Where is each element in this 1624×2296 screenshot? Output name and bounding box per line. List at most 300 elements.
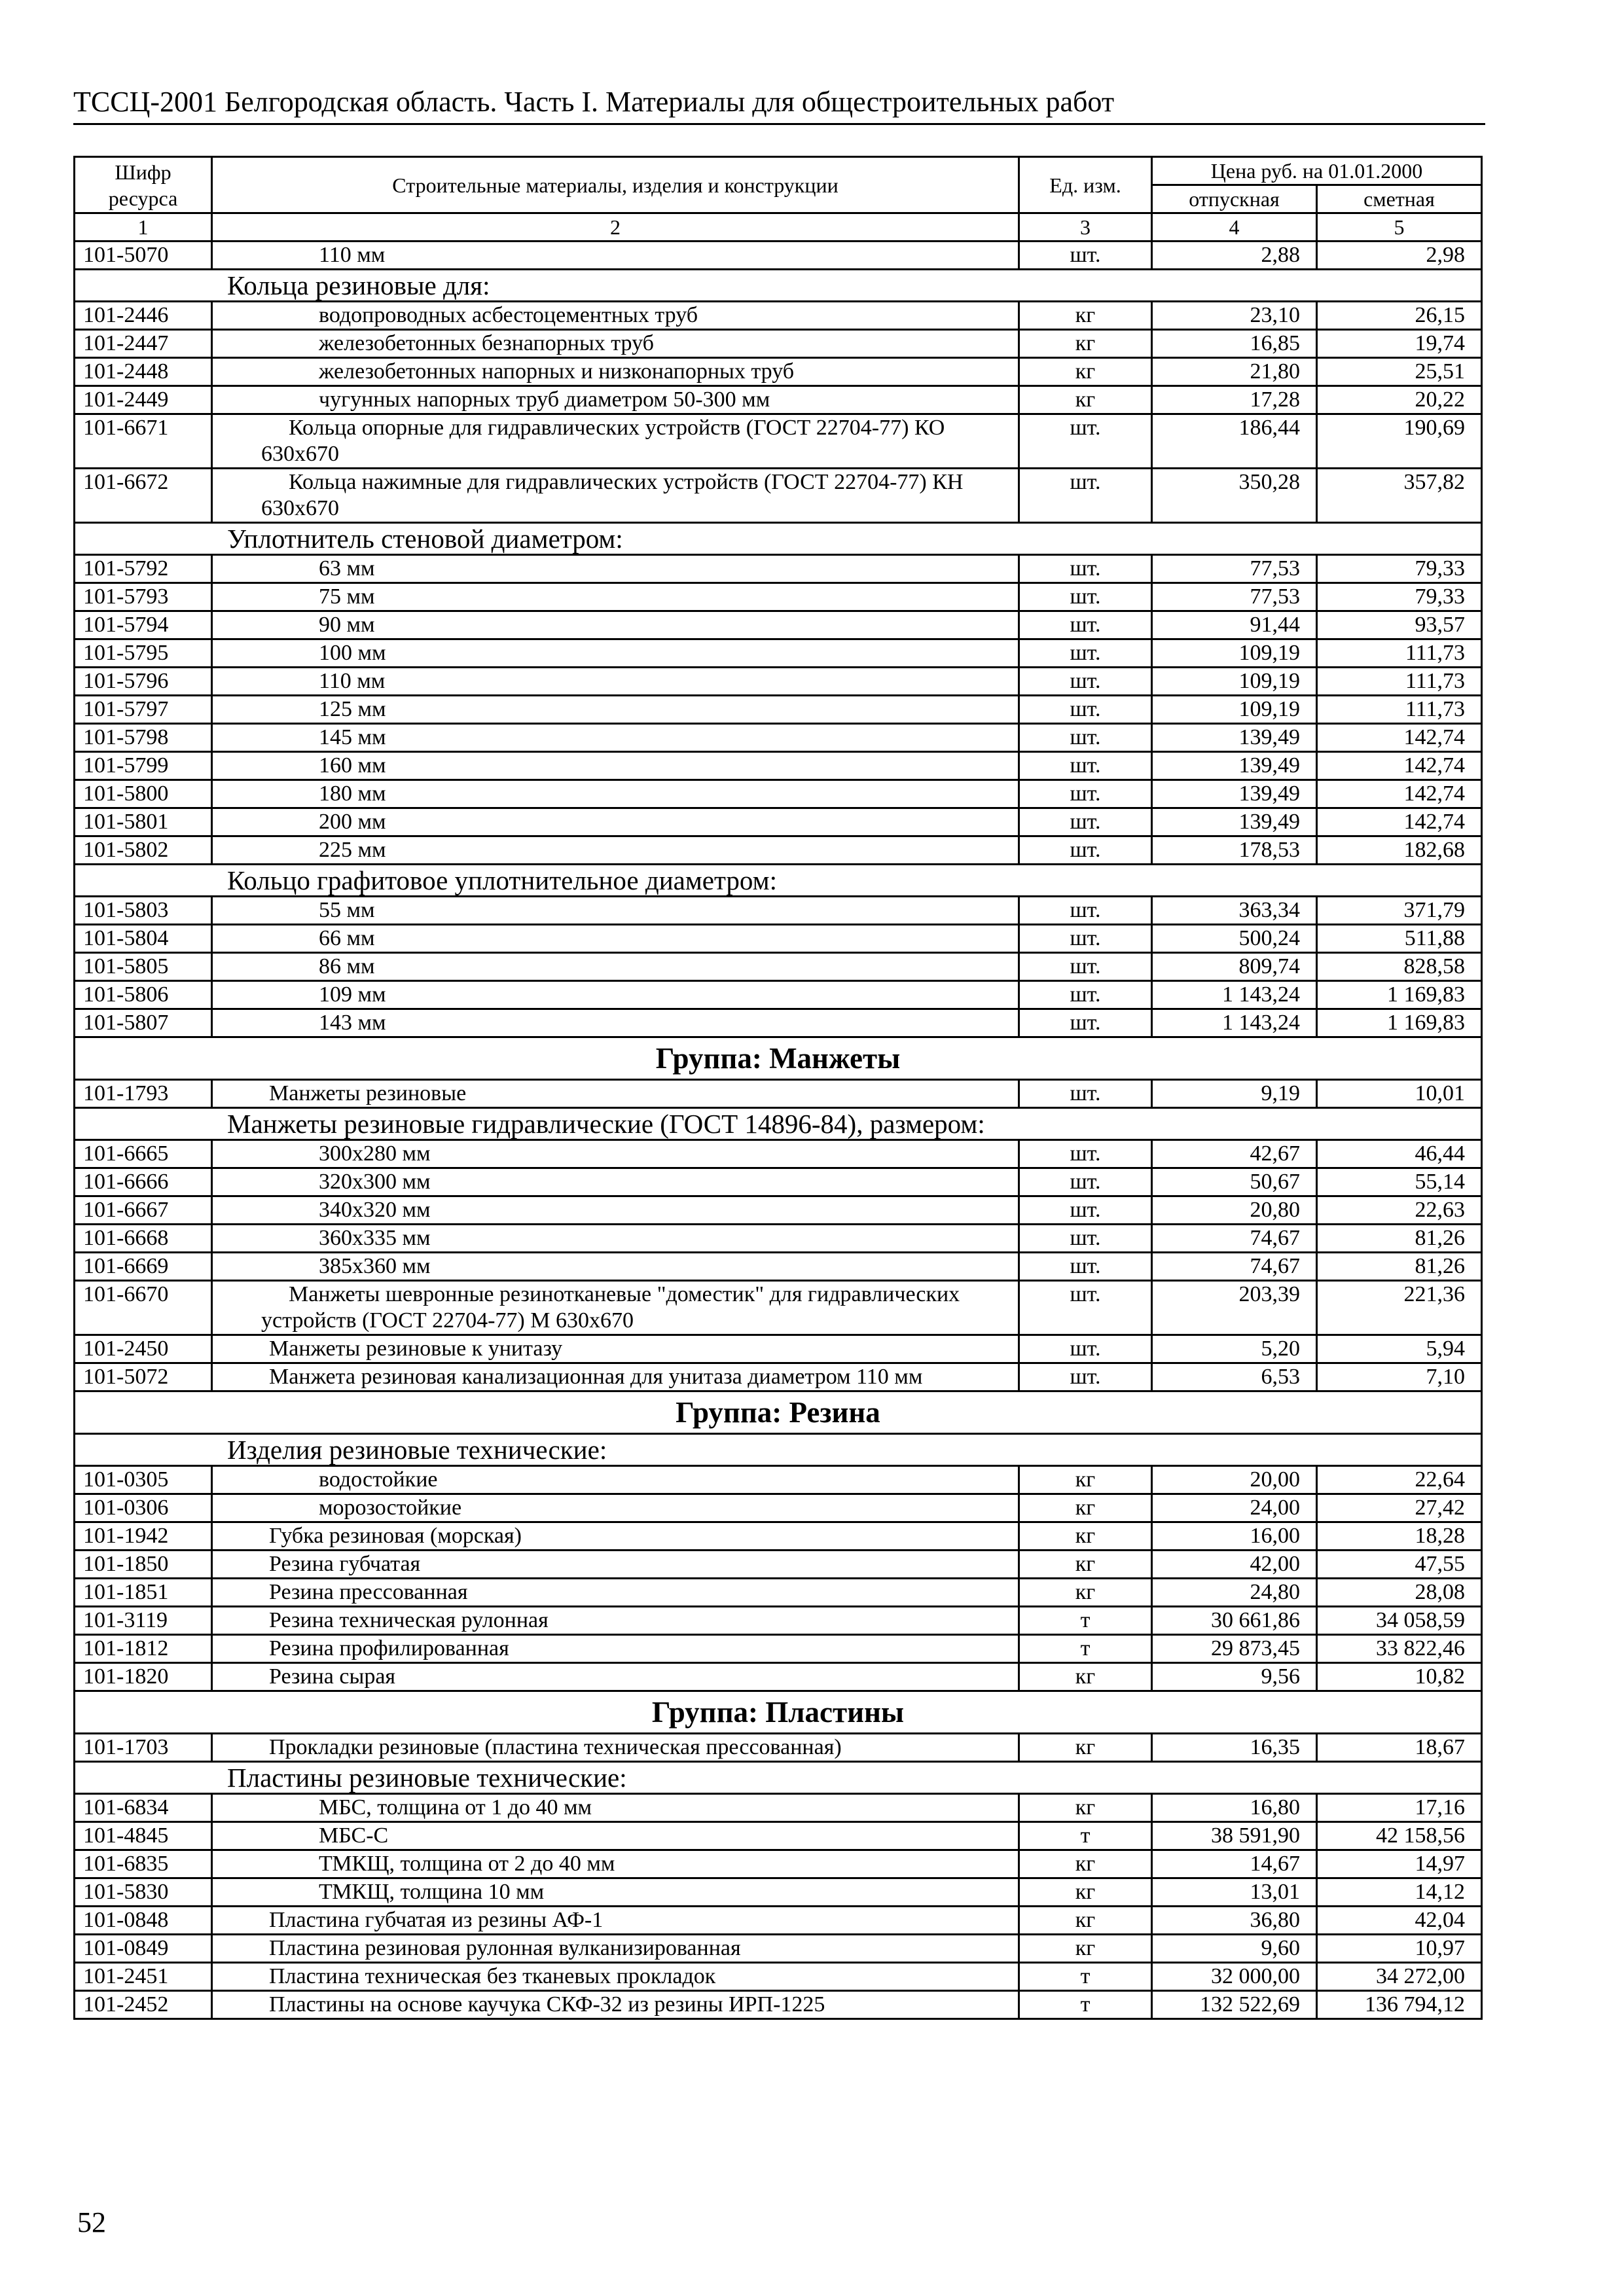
material-name-cell: ТМКЩ, толщина 10 мм [212, 1878, 1019, 1907]
group-title: Группа: Пластины [75, 1691, 1482, 1734]
table-row [75, 414, 1482, 469]
table-row [75, 780, 1482, 808]
table-row [75, 330, 1482, 358]
estimate-price-cell: 18,67 [1317, 1734, 1482, 1762]
unit-cell: шт. [1019, 724, 1152, 752]
release-price-cell: 139,49 [1152, 780, 1317, 808]
subsection-title: Кольцо графитовое уплотнительное диаметром: [75, 865, 1482, 897]
release-price-cell: 16,35 [1152, 1734, 1317, 1762]
unit-cell: шт. [1019, 925, 1152, 953]
unit-cell: шт. [1019, 780, 1152, 808]
table-row [75, 242, 1482, 270]
material-name-cell: 86 мм [212, 953, 1019, 981]
material-name-cell: Кольца нажимные для гидравлических устройств (ГОСТ 22704-77) КН 630x670 [212, 469, 1019, 523]
release-price-cell: 139,49 [1152, 752, 1317, 780]
unit-cell: шт. [1019, 1225, 1152, 1253]
release-price-cell: 20,80 [1152, 1196, 1317, 1225]
subsection-title: Изделия резиновые технические: [75, 1434, 1482, 1466]
unit-cell: кг [1019, 386, 1152, 414]
release-price-cell: 24,00 [1152, 1494, 1317, 1522]
material-name-cell: Резина прессованная [212, 1579, 1019, 1607]
release-price-cell: 36,80 [1152, 1907, 1317, 1935]
unit-cell: шт. [1019, 1140, 1152, 1168]
group-row [75, 1037, 1482, 1080]
group-row [75, 1691, 1482, 1734]
material-name-cell: 340x320 мм [212, 1196, 1019, 1225]
material-name-cell: Манжеты резиновые к унитазу [212, 1335, 1019, 1363]
release-price-cell: 1 143,24 [1152, 981, 1317, 1009]
material-name-cell: 63 мм [212, 555, 1019, 583]
unit-cell: т [1019, 1963, 1152, 1991]
estimate-price-cell: 5,94 [1317, 1335, 1482, 1363]
estimate-price-cell: 221,36 [1317, 1281, 1482, 1335]
resource-code-cell: 101-6668 [75, 1225, 212, 1253]
table-row [75, 925, 1482, 953]
unit-cell: кг [1019, 358, 1152, 386]
unit-cell: шт. [1019, 668, 1152, 696]
release-price-cell: 13,01 [1152, 1878, 1317, 1907]
unit-cell: шт. [1019, 611, 1152, 639]
resource-code-cell: 101-5800 [75, 780, 212, 808]
table-body [75, 242, 1482, 2019]
release-price-cell: 23,10 [1152, 302, 1317, 330]
resource-code-cell: 101-2446 [75, 302, 212, 330]
release-price-cell: 6,53 [1152, 1363, 1317, 1391]
unit-cell: т [1019, 1635, 1152, 1663]
resource-code-cell: 101-5804 [75, 925, 212, 953]
material-name-cell: Пластина техническая без тканевых прокладок [212, 1963, 1019, 1991]
table-row [75, 696, 1482, 724]
estimate-price-cell: 1 169,83 [1317, 981, 1482, 1009]
estimate-price-cell: 14,97 [1317, 1850, 1482, 1878]
release-price-cell: 1 143,24 [1152, 1009, 1317, 1037]
material-name-cell: 100 мм [212, 639, 1019, 668]
table-row [75, 953, 1482, 981]
resource-code-cell: 101-1851 [75, 1579, 212, 1607]
subsection-row [75, 523, 1482, 555]
table-row [75, 358, 1482, 386]
resource-code-cell: 101-6669 [75, 1253, 212, 1281]
release-price-cell: 24,80 [1152, 1579, 1317, 1607]
unit-cell: шт. [1019, 639, 1152, 668]
resource-code-cell: 101-1703 [75, 1734, 212, 1762]
estimate-price-cell: 47,55 [1317, 1551, 1482, 1579]
resource-code-cell: 101-4845 [75, 1822, 212, 1850]
release-price-cell: 42,67 [1152, 1140, 1317, 1168]
estimate-price-cell: 79,33 [1317, 583, 1482, 611]
release-price-cell: 350,28 [1152, 469, 1317, 523]
material-name-cell: 109 мм [212, 981, 1019, 1009]
unit-cell: шт. [1019, 752, 1152, 780]
table-row [75, 1663, 1482, 1691]
resource-code-cell: 101-6667 [75, 1196, 212, 1225]
release-price-cell: 109,19 [1152, 639, 1317, 668]
estimate-price-cell: 136 794,12 [1317, 1991, 1482, 2019]
resource-code-cell: 101-5070 [75, 242, 212, 270]
resource-code-cell: 101-6672 [75, 469, 212, 523]
unit-cell: шт. [1019, 953, 1152, 981]
estimate-price-cell: 14,12 [1317, 1878, 1482, 1907]
material-name-cell: Резина губчатая [212, 1551, 1019, 1579]
material-name-cell: 360x335 мм [212, 1225, 1019, 1253]
unit-cell: шт. [1019, 414, 1152, 469]
release-price-cell: 16,80 [1152, 1794, 1317, 1822]
resource-code-cell: 101-2452 [75, 1991, 212, 2019]
resource-code-cell: 101-5830 [75, 1878, 212, 1907]
unit-cell: шт. [1019, 1009, 1152, 1037]
unit-cell: т [1019, 1607, 1152, 1635]
release-price-cell: 9,60 [1152, 1935, 1317, 1963]
subsection-title: Пластины резиновые технические: [75, 1762, 1482, 1794]
release-price-cell: 2,88 [1152, 242, 1317, 270]
release-price-cell: 9,56 [1152, 1663, 1317, 1691]
material-name-cell: 320x300 мм [212, 1168, 1019, 1196]
estimate-price-cell: 22,63 [1317, 1196, 1482, 1225]
estimate-price-cell: 26,15 [1317, 302, 1482, 330]
page-header: ТССЦ-2001 Белгородская область. Часть I. Материалы для общестроительных работ [73, 84, 1485, 125]
release-price-cell: 74,67 [1152, 1225, 1317, 1253]
resource-code-cell: 101-5807 [75, 1009, 212, 1037]
resource-code-cell: 101-5802 [75, 836, 212, 865]
resource-code-cell: 101-5795 [75, 639, 212, 668]
material-name-cell: водостойкие [212, 1466, 1019, 1494]
unit-cell: кг [1019, 1466, 1152, 1494]
table-row [75, 1080, 1482, 1108]
material-name-cell: Манжеты шевронные резинотканевые "доместик" для гидравлических устройств (ГОСТ 22704-77) М 630x670 [212, 1281, 1019, 1335]
estimate-price-cell: 46,44 [1317, 1140, 1482, 1168]
estimate-price-cell: 142,74 [1317, 724, 1482, 752]
estimate-price-cell: 79,33 [1317, 555, 1482, 583]
unit-cell: кг [1019, 1794, 1152, 1822]
release-price-cell: 139,49 [1152, 808, 1317, 836]
subsection-row [75, 1108, 1482, 1140]
estimate-price-cell: 55,14 [1317, 1168, 1482, 1196]
material-name-cell: Манжеты резиновые [212, 1080, 1019, 1108]
unit-cell: кг [1019, 302, 1152, 330]
unit-cell: шт. [1019, 1196, 1152, 1225]
resource-code-cell: 101-2451 [75, 1963, 212, 1991]
unit-cell: шт. [1019, 1080, 1152, 1108]
estimate-price-cell: 28,08 [1317, 1579, 1482, 1607]
page-number: 52 [77, 2206, 106, 2238]
material-name-cell: 110 мм [212, 668, 1019, 696]
table-row [75, 583, 1482, 611]
release-price-cell: 9,19 [1152, 1080, 1317, 1108]
material-name-cell: Губка резиновая (морская) [212, 1522, 1019, 1551]
resource-code-cell: 101-1793 [75, 1080, 212, 1108]
estimate-price-cell: 10,82 [1317, 1663, 1482, 1691]
material-name-cell: 180 мм [212, 780, 1019, 808]
unit-cell: шт. [1019, 1253, 1152, 1281]
resource-code-cell: 101-5805 [75, 953, 212, 981]
table-row [75, 1494, 1482, 1522]
estimate-price-cell: 25,51 [1317, 358, 1482, 386]
unit-cell: т [1019, 1991, 1152, 2019]
resource-code-cell: 101-2448 [75, 358, 212, 386]
resource-code-cell: 101-5801 [75, 808, 212, 836]
resource-code-cell: 101-2447 [75, 330, 212, 358]
release-price-cell: 91,44 [1152, 611, 1317, 639]
release-price-cell: 29 873,45 [1152, 1635, 1317, 1663]
table-row [75, 1281, 1482, 1335]
table-row [75, 1991, 1482, 2019]
estimate-price-cell: 142,74 [1317, 752, 1482, 780]
table-row [75, 1009, 1482, 1037]
release-price-cell: 74,67 [1152, 1253, 1317, 1281]
resource-code-cell: 101-1820 [75, 1663, 212, 1691]
table-row [75, 1607, 1482, 1635]
unit-cell: кг [1019, 1734, 1152, 1762]
group-row [75, 1391, 1482, 1434]
unit-cell: кг [1019, 1579, 1152, 1607]
resource-code-cell: 101-0848 [75, 1907, 212, 1935]
unit-cell: кг [1019, 1878, 1152, 1907]
resource-code-cell: 101-1812 [75, 1635, 212, 1663]
table-row [75, 1551, 1482, 1579]
table-row [75, 1635, 1482, 1663]
unit-cell: кг [1019, 1907, 1152, 1935]
table-row [75, 1907, 1482, 1935]
table-row [75, 1522, 1482, 1551]
estimate-price-cell: 7,10 [1317, 1363, 1482, 1391]
table-row [75, 1253, 1482, 1281]
unit-cell: шт. [1019, 242, 1152, 270]
resource-code-cell: 101-1850 [75, 1551, 212, 1579]
unit-cell: шт. [1019, 836, 1152, 865]
unit-cell: кг [1019, 1850, 1152, 1878]
material-name-cell: 160 мм [212, 752, 1019, 780]
table-row [75, 1850, 1482, 1878]
release-price-cell: 809,74 [1152, 953, 1317, 981]
unit-cell: шт. [1019, 1363, 1152, 1391]
table-row [75, 1168, 1482, 1196]
resource-code-cell: 101-0849 [75, 1935, 212, 1963]
resource-code-cell: 101-6671 [75, 414, 212, 469]
estimate-price-cell: 1 169,83 [1317, 1009, 1482, 1037]
header-estimate-price: сметная [1317, 185, 1482, 213]
material-name-cell: МБС, толщина от 1 до 40 мм [212, 1794, 1019, 1822]
material-name-cell: Резина техническая рулонная [212, 1607, 1019, 1635]
resource-code-cell: 101-5793 [75, 583, 212, 611]
resource-code-cell: 101-5797 [75, 696, 212, 724]
unit-cell: кг [1019, 330, 1152, 358]
resource-code-cell: 101-5806 [75, 981, 212, 1009]
material-name-cell: Пластина губчатая из резины АФ-1 [212, 1907, 1019, 1935]
release-price-cell: 38 591,90 [1152, 1822, 1317, 1850]
estimate-price-cell: 190,69 [1317, 414, 1482, 469]
estimate-price-cell: 42,04 [1317, 1907, 1482, 1935]
table-row [75, 555, 1482, 583]
release-price-cell: 30 661,86 [1152, 1607, 1317, 1635]
material-name-cell: 225 мм [212, 836, 1019, 865]
table-row [75, 1196, 1482, 1225]
release-price-cell: 178,53 [1152, 836, 1317, 865]
material-name-cell: Кольца опорные для гидравлических устройств (ГОСТ 22704-77) КО 630x670 [212, 414, 1019, 469]
table-row [75, 1963, 1482, 1991]
table-row [75, 752, 1482, 780]
material-name-cell: водопроводных асбестоцементных труб [212, 302, 1019, 330]
resource-code-cell: 101-5792 [75, 555, 212, 583]
table-row [75, 808, 1482, 836]
table-row [75, 981, 1482, 1009]
release-price-cell: 77,53 [1152, 583, 1317, 611]
unit-cell: шт. [1019, 583, 1152, 611]
column-number: 3 [1019, 213, 1152, 242]
table-row [75, 1579, 1482, 1607]
table-row [75, 1466, 1482, 1494]
unit-cell: шт. [1019, 1335, 1152, 1363]
table-row [75, 724, 1482, 752]
header-unit: Ед. изм. [1019, 157, 1152, 213]
group-title: Группа: Манжеты [75, 1037, 1482, 1080]
column-number: 1 [75, 213, 212, 242]
resource-code-cell: 101-6670 [75, 1281, 212, 1335]
unit-cell: кг [1019, 1935, 1152, 1963]
subsection-row [75, 865, 1482, 897]
estimate-price-cell: 371,79 [1317, 897, 1482, 925]
price-table [73, 156, 1483, 2020]
material-name-cell: железобетонных безнапорных труб [212, 330, 1019, 358]
table-row [75, 386, 1482, 414]
table-row [75, 1140, 1482, 1168]
estimate-price-cell: 142,74 [1317, 808, 1482, 836]
material-name-cell: 75 мм [212, 583, 1019, 611]
estimate-price-cell: 111,73 [1317, 696, 1482, 724]
resource-code-cell: 101-1942 [75, 1522, 212, 1551]
resource-code-cell: 101-6834 [75, 1794, 212, 1822]
resource-code-cell: 101-5072 [75, 1363, 212, 1391]
resource-code-cell: 101-2450 [75, 1335, 212, 1363]
material-name-cell: 143 мм [212, 1009, 1019, 1037]
unit-cell: шт. [1019, 469, 1152, 523]
estimate-price-cell: 34 058,59 [1317, 1607, 1482, 1635]
unit-cell: т [1019, 1822, 1152, 1850]
table-row [75, 1363, 1482, 1391]
resource-code-cell: 101-5796 [75, 668, 212, 696]
material-name-cell: 66 мм [212, 925, 1019, 953]
estimate-price-cell: 10,01 [1317, 1080, 1482, 1108]
header-release-price: отпускная [1152, 185, 1317, 213]
release-price-cell: 42,00 [1152, 1551, 1317, 1579]
estimate-price-cell: 142,74 [1317, 780, 1482, 808]
material-name-cell: МБС-С [212, 1822, 1019, 1850]
estimate-price-cell: 20,22 [1317, 386, 1482, 414]
table-row [75, 1794, 1482, 1822]
release-price-cell: 500,24 [1152, 925, 1317, 953]
header-name: Строительные материалы, изделия и конструкции [212, 157, 1019, 213]
material-name-cell: железобетонных напорных и низконапорных труб [212, 358, 1019, 386]
release-price-cell: 16,85 [1152, 330, 1317, 358]
estimate-price-cell: 81,26 [1317, 1253, 1482, 1281]
release-price-cell: 5,20 [1152, 1335, 1317, 1363]
material-name-cell: Манжета резиновая канализационная для унитаза диаметром 110 мм [212, 1363, 1019, 1391]
header-code: Шифр ресурса [75, 157, 212, 213]
release-price-cell: 50,67 [1152, 1168, 1317, 1196]
material-name-cell: 200 мм [212, 808, 1019, 836]
release-price-cell: 363,34 [1152, 897, 1317, 925]
resource-code-cell: 101-6665 [75, 1140, 212, 1168]
table-row [75, 897, 1482, 925]
unit-cell: кг [1019, 1494, 1152, 1522]
resource-code-cell: 101-5794 [75, 611, 212, 639]
material-name-cell: морозостойкие [212, 1494, 1019, 1522]
subsection-title: Кольца резиновые для: [75, 270, 1482, 302]
table-row [75, 668, 1482, 696]
estimate-price-cell: 111,73 [1317, 668, 1482, 696]
estimate-price-cell: 93,57 [1317, 611, 1482, 639]
estimate-price-cell: 357,82 [1317, 469, 1482, 523]
unit-cell: шт. [1019, 696, 1152, 724]
estimate-price-cell: 182,68 [1317, 836, 1482, 865]
estimate-price-cell: 511,88 [1317, 925, 1482, 953]
release-price-cell: 139,49 [1152, 724, 1317, 752]
material-name-cell: Пластина резиновая рулонная вулканизированная [212, 1935, 1019, 1963]
column-number: 2 [212, 213, 1019, 242]
material-name-cell: 125 мм [212, 696, 1019, 724]
table-row [75, 639, 1482, 668]
table-row [75, 1822, 1482, 1850]
material-name-cell: Резина профилированная [212, 1635, 1019, 1663]
unit-cell: шт. [1019, 897, 1152, 925]
table-row [75, 836, 1482, 865]
unit-cell: шт. [1019, 981, 1152, 1009]
table-row [75, 302, 1482, 330]
column-number: 5 [1317, 213, 1482, 242]
estimate-price-cell: 18,28 [1317, 1522, 1482, 1551]
estimate-price-cell: 22,64 [1317, 1466, 1482, 1494]
resource-code-cell: 101-0305 [75, 1466, 212, 1494]
estimate-price-cell: 33 822,46 [1317, 1635, 1482, 1663]
estimate-price-cell: 81,26 [1317, 1225, 1482, 1253]
estimate-price-cell: 111,73 [1317, 639, 1482, 668]
material-name-cell: 385x360 мм [212, 1253, 1019, 1281]
material-name-cell: 55 мм [212, 897, 1019, 925]
unit-cell: шт. [1019, 808, 1152, 836]
table-row [75, 1734, 1482, 1762]
resource-code-cell: 101-3119 [75, 1607, 212, 1635]
subsection-row [75, 1434, 1482, 1466]
subsection-row [75, 270, 1482, 302]
material-name-cell: 90 мм [212, 611, 1019, 639]
resource-code-cell: 101-6666 [75, 1168, 212, 1196]
unit-cell: кг [1019, 1663, 1152, 1691]
unit-cell: кг [1019, 1522, 1152, 1551]
resource-code-cell: 101-5803 [75, 897, 212, 925]
release-price-cell: 14,67 [1152, 1850, 1317, 1878]
resource-code-cell: 101-5798 [75, 724, 212, 752]
table-row [75, 1878, 1482, 1907]
release-price-cell: 109,19 [1152, 696, 1317, 724]
release-price-cell: 203,39 [1152, 1281, 1317, 1335]
estimate-price-cell: 828,58 [1317, 953, 1482, 981]
material-name-cell: Прокладки резиновые (пластина техническая прессованная) [212, 1734, 1019, 1762]
table-row [75, 1225, 1482, 1253]
resource-code-cell: 101-2449 [75, 386, 212, 414]
subsection-title: Уплотнитель стеновой диаметром: [75, 523, 1482, 555]
release-price-cell: 186,44 [1152, 414, 1317, 469]
unit-cell: шт. [1019, 1168, 1152, 1196]
estimate-price-cell: 42 158,56 [1317, 1822, 1482, 1850]
unit-cell: шт. [1019, 555, 1152, 583]
release-price-cell: 132 522,69 [1152, 1991, 1317, 2019]
table-row [75, 1935, 1482, 1963]
material-name-cell: чугунных напорных труб диаметром 50-300 мм [212, 386, 1019, 414]
release-price-cell: 32 000,00 [1152, 1963, 1317, 1991]
estimate-price-cell: 27,42 [1317, 1494, 1482, 1522]
release-price-cell: 77,53 [1152, 555, 1317, 583]
material-name-cell: 145 мм [212, 724, 1019, 752]
material-name-cell: 110 мм [212, 242, 1019, 270]
